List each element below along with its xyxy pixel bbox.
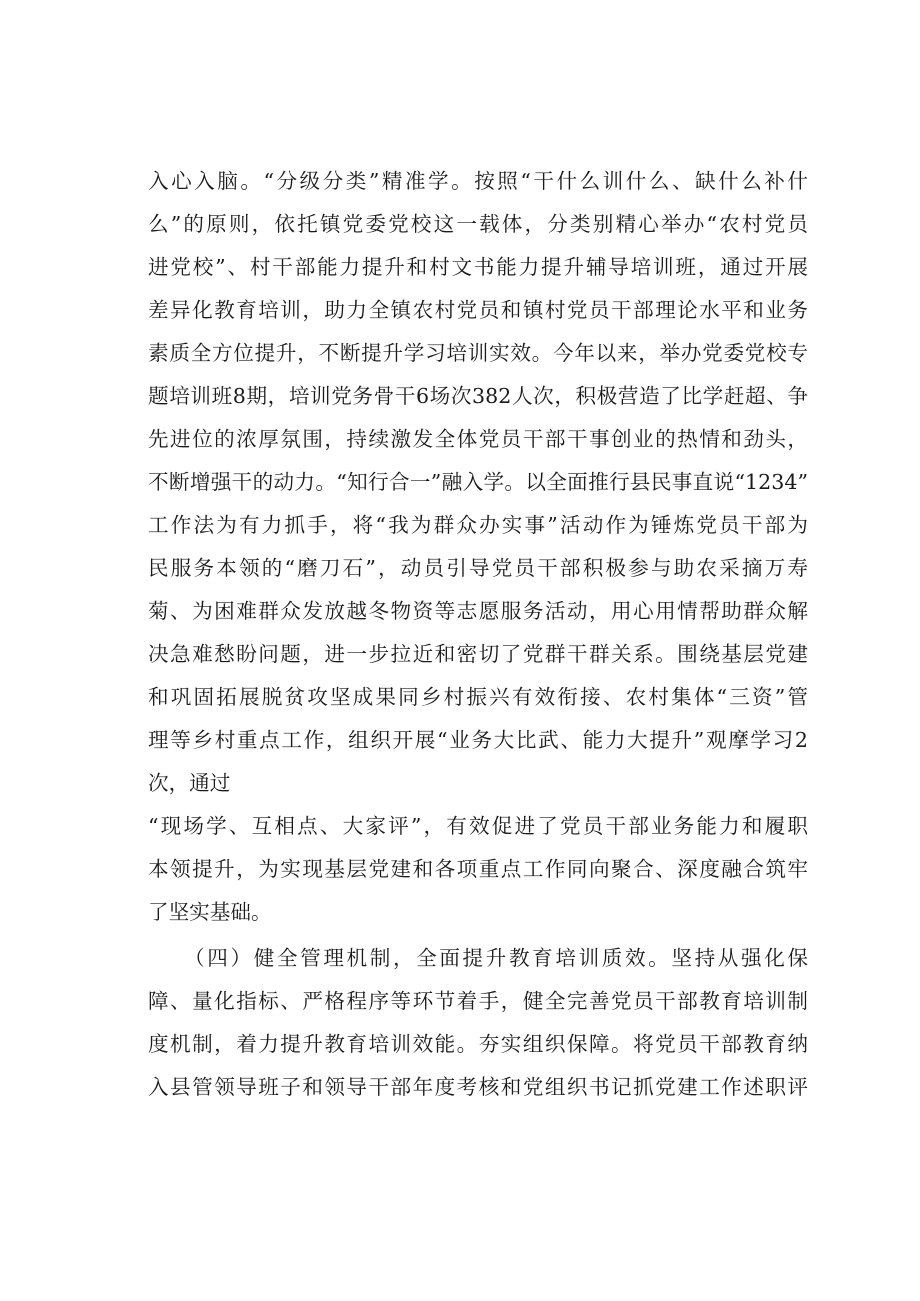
text-line: 了坚实基础。 [148,900,272,924]
text-line: 菊、为困难群众发放越冬物资等志愿服务活动，用心用情帮助群众解 [148,599,808,623]
text-line: 差异化教育培训，助力全镇农村党员和镇村党员干部理论水平和业务 [148,298,808,322]
body-text [148,160,808,1109]
text-line: 题培训班8期，培训党务骨干6场次382人次，积极营造了比学赶超、争 [148,384,808,408]
text-line: 度机制，着力提升教育培训效能。夯实组织保障。将党员干部教育纳 [148,1032,808,1056]
text-line: “现场学、互相点、大家评”，有效促进了党员干部业务能力和履职 [148,814,808,838]
text-line: 不断增强干的动力。“知行合一”融入学。以全面推行县民事直说“1234” [148,470,808,494]
text-line: 么”的原则，依托镇党委党校这一载体，分类别精心举办“农村党员 [148,212,808,236]
text-line: 工作法为有力抓手，将“我为群众办实事”活动作为锤炼党员干部为 [148,513,808,537]
text-line: 素质全方位提升，不断提升学习培训实效。今年以来，举办党委党校专 [148,341,808,365]
text-line: 和巩固拓展脱贫攻坚成果同乡村振兴有效衔接、农村集体“三资”管 [148,685,808,709]
text-line: 本领提升，为实现基层党建和各项重点工作同向聚合、深度融合筑牢 [148,857,808,881]
text-line: 障、量化指标、严格程序等环节着手，健全完善党员干部教育培训制 [148,989,808,1013]
paragraph-1 [148,160,808,934]
text-line: 决急难愁盼问题，进一步拉近和密切了党群干群关系。围绕基层党建 [148,642,808,666]
text-line: 入心入脑。“分级分类”精准学。按照“干什么训什么、缺什么补什 [148,169,808,193]
text-line: 进党校”、村干部能力提升和村文书能力提升辅导培训班，通过开展 [148,255,808,279]
text-line: 民服务本领的“磨刀石”，动员引导党员干部积极参与助农采摘万寿 [148,556,808,580]
text-line: 理等乡村重点工作，组织开展“业务大比武、能力大提升”观摩学习2 [148,728,808,752]
text-line: 次，通过 [148,771,231,795]
text-line: 入县管领导班子和领导干部年度考核和党组织书记抓党建工作述职评 [148,1075,808,1099]
text-line: （四）健全管理机制，全面提升教育培训质效。坚持从强化保 [148,946,808,970]
paragraph-2 [148,937,808,1109]
text-line: 先进位的浓厚氛围，持续激发全体党员干部干事创业的热情和劲头， [148,427,808,451]
